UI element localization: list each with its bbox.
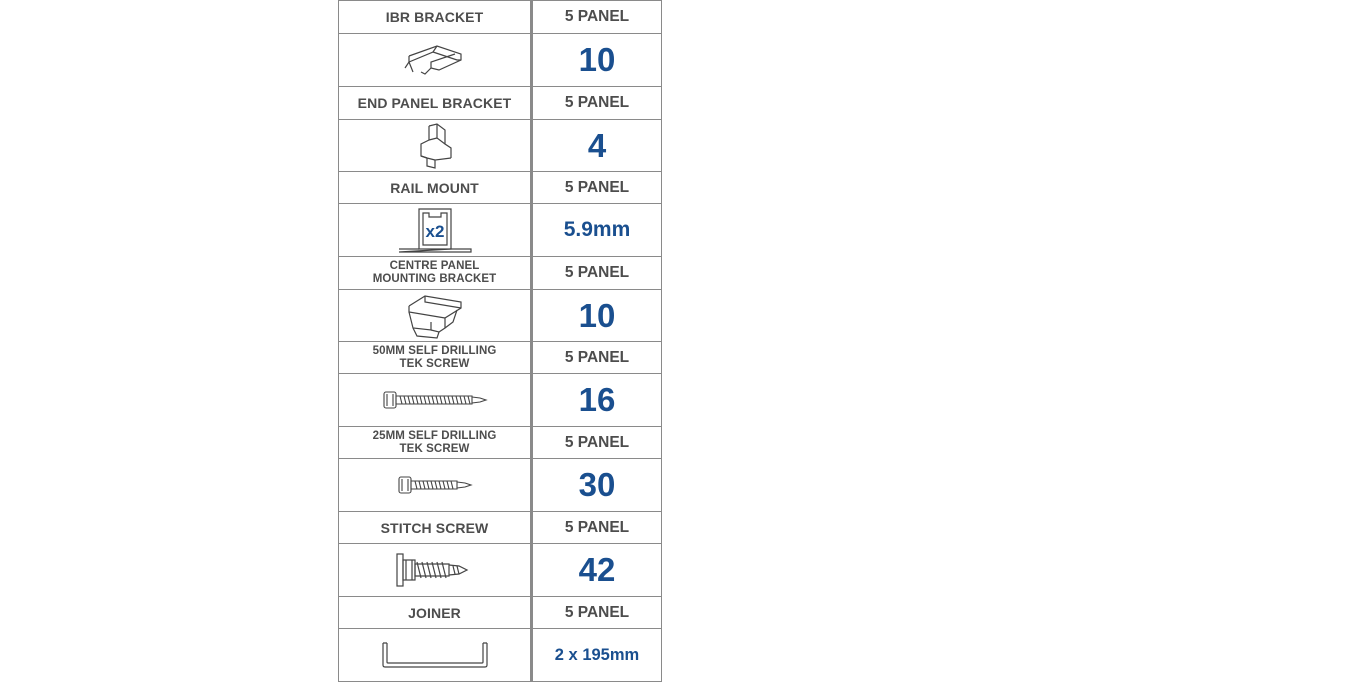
detail-row <box>339 629 661 681</box>
detail-row <box>339 544 661 597</box>
item-name: STITCH SCREW <box>380 519 489 536</box>
item-quantity: 2 x 195mm <box>554 645 640 664</box>
end-panel-bracket-icon <box>339 120 533 171</box>
item-name: 50MM SELF DRILLING TEK SCREW <box>372 344 497 370</box>
detail-row <box>339 120 661 172</box>
detail-row <box>339 204 661 257</box>
header-row <box>339 87 661 120</box>
item-name: END PANEL BRACKET <box>357 95 512 111</box>
item-name: RAIL MOUNT <box>390 179 479 196</box>
detail-row <box>339 459 661 512</box>
long-tek-screw-icon <box>339 374 533 426</box>
item-quantity: 30 <box>578 466 616 503</box>
rail-mount-icon <box>339 204 533 256</box>
item-name: CENTRE PANEL MOUNTING BRACKET <box>372 260 497 285</box>
item-quantity: 4 <box>587 126 607 164</box>
item-name: 25MM SELF DRILLING TEK SCREW <box>372 429 497 455</box>
kit-size: 5 PANEL <box>564 348 630 366</box>
joiner-icon <box>339 629 533 681</box>
item-quantity: 42 <box>578 551 616 588</box>
kit-size: 5 PANEL <box>564 264 630 281</box>
item-quantity: 5.9mm <box>563 218 631 241</box>
stitch-screw-icon <box>339 544 533 596</box>
header-row <box>339 257 661 290</box>
header-row <box>339 172 661 204</box>
short-tek-screw-icon <box>339 459 533 511</box>
detail-row <box>339 290 661 342</box>
item-quantity: 10 <box>578 41 616 78</box>
item-name: JOINER <box>408 604 461 621</box>
ibr-bracket-icon <box>339 34 533 86</box>
header-row <box>339 1 661 34</box>
kit-size: 5 PANEL <box>564 518 630 536</box>
centre-panel-bracket-icon <box>339 290 533 341</box>
detail-row <box>339 34 661 87</box>
kit-size: 5 PANEL <box>564 178 630 196</box>
parts-table <box>338 0 662 682</box>
item-quantity: 10 <box>578 296 616 334</box>
header-row <box>339 342 661 374</box>
kit-size: 5 PANEL <box>564 94 630 111</box>
detail-row <box>339 374 661 427</box>
header-row <box>339 427 661 459</box>
kit-size: 5 PANEL <box>564 603 630 621</box>
kit-size: 5 PANEL <box>564 433 630 451</box>
rail-mount-multiplier: x2 <box>425 222 444 241</box>
item-name: IBR BRACKET <box>385 9 484 25</box>
kit-size: 5 PANEL <box>564 8 630 25</box>
header-row <box>339 597 661 629</box>
item-quantity: 16 <box>578 381 616 418</box>
header-row <box>339 512 661 544</box>
